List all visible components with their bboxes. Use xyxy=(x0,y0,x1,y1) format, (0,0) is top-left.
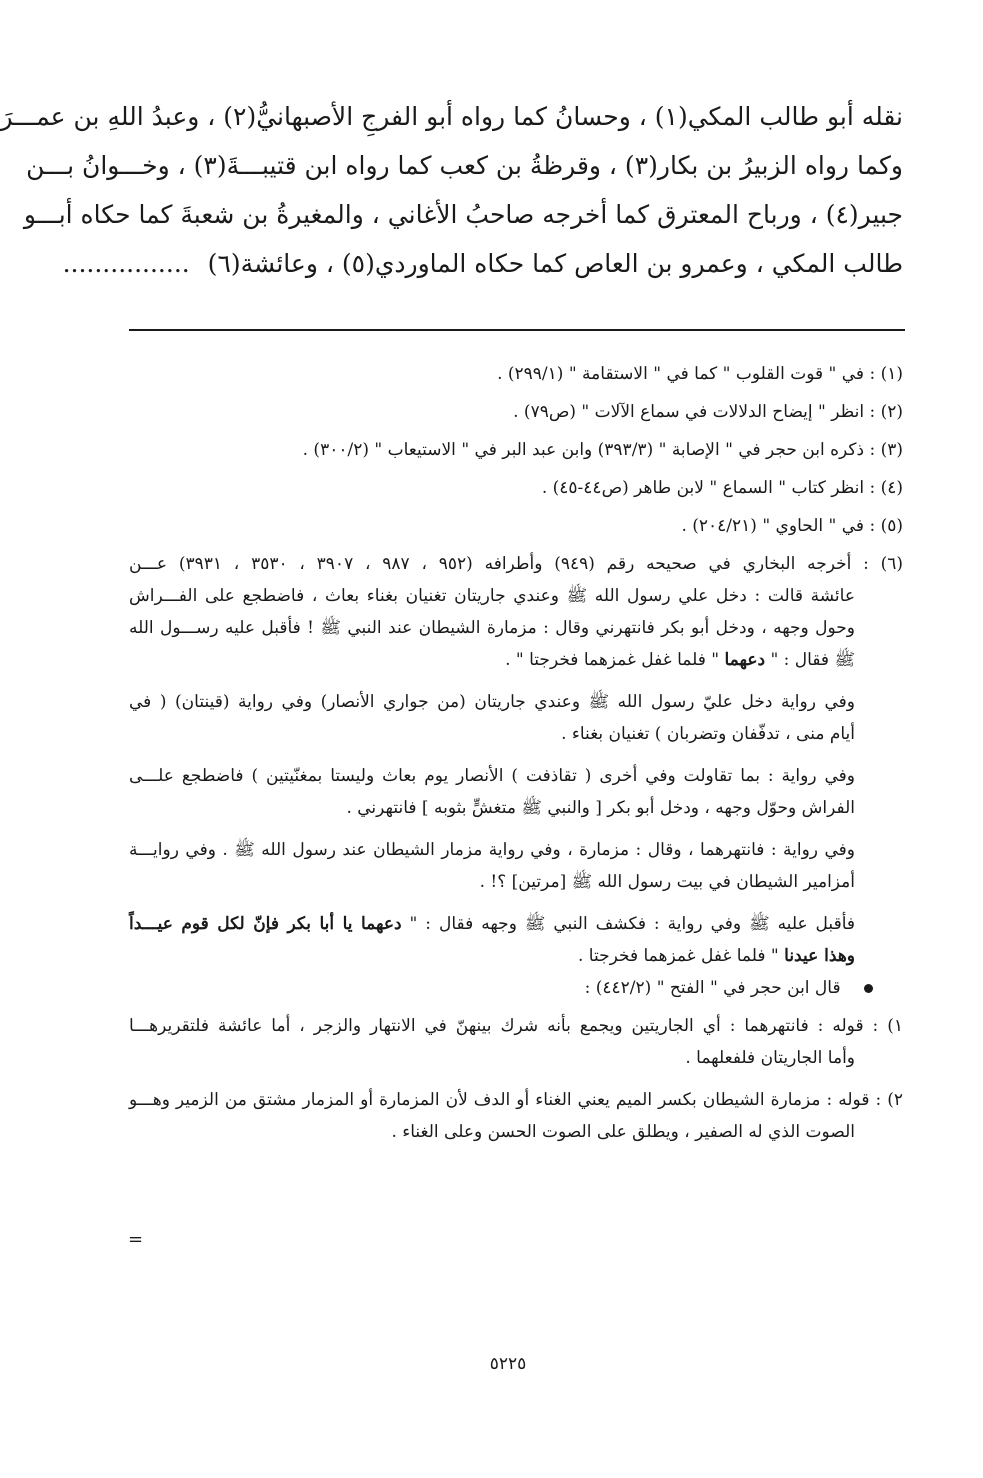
footnote-6-line-2: عائشة قالت : دخل علي رسول الله ﷺ وعندي جاريتان تغنيان بغناء بعاث ، فاضطجع على الفـــراش xyxy=(129,586,855,606)
continuation-mark: = xyxy=(128,1229,144,1250)
point-2-line-2: الصوت الذي له الصفير ، ويطلق على الصوت الحسن وعلى الغناء . xyxy=(391,1122,855,1142)
footnote-3: (٣) : ذكره ابن حجر في " الإصابة " (٣٩٣/٣) وابن عبد البر في " الاستيعاب " (٣٠٠/٢) . xyxy=(302,440,903,460)
footnote-1: (١) : في " قوت القلوب " كما في " الاستقامة " (٢٩٩/١) . xyxy=(497,364,903,384)
fn6-line-4-bold: دعهما xyxy=(724,650,766,670)
trailing-dots: ................ xyxy=(62,249,190,278)
footnote-5: (٥) : في " الحاوي " (٢٠٤/٢١) . xyxy=(681,516,903,536)
footnote-4: (٤) : انظر كتاب " السماع " لابن طاهر (ص٤٤-٤٥) . xyxy=(541,478,903,498)
variant-3 xyxy=(129,834,903,898)
variant-3-line-1: وفي رواية : فانتهرهما ، وقال : مزمارة ، وفي رواية مزمار الشيطان عند رسول الله ﷺ . وفي روايـــة xyxy=(129,840,855,860)
footnote-6-line-1: (٦) : أخرجه البخاري في صحيحه رقم (٩٤٩) وأطرافه (٩٥٢ ، ٩٨٧ ، ٣٩٠٧ ، ٣٥٣٠ ، ٣٩٣١) عـــن xyxy=(129,554,904,574)
variant-1-line-1: وفي رواية دخل عليّ رسول الله ﷺ وعندي جاريتان (من جواري الأنصار) وفي رواية (قينتان) ( في xyxy=(129,692,855,712)
variant-4-line-1 xyxy=(129,908,903,940)
variant-4-line-1-start: فأقبل عليه ﷺ وفي رواية : فكشف النبي ﷺ وجهه فقال : " xyxy=(409,914,855,934)
ibn-hajar-point-2 xyxy=(129,1084,903,1148)
variant-2 xyxy=(129,760,903,824)
variant-2-line-1: وفي رواية : بما تقاولت وفي أخرى ( تقاذفت ) الأنصار يوم بعاث وليستا بمغنّيتين ) فاضطجع علـــى xyxy=(129,766,855,786)
variant-1 xyxy=(129,686,903,750)
footnotes-section xyxy=(129,358,903,1148)
variant-4-line-2-bold: وهذا عيدنا xyxy=(784,946,855,966)
ibn-hajar-heading xyxy=(129,972,903,1004)
variant-4-line-2-end: " فلما غفل غمزهما فخرجتا . xyxy=(577,946,779,966)
body-line-4 xyxy=(62,239,903,288)
variant-3-line-2: أمزامير الشيطان في بيت رسول الله ﷺ [مرتين] ؟! . xyxy=(479,872,855,892)
footnote-divider xyxy=(129,329,905,331)
point-1-line-1: ١) : قوله : فانتهرهما : أي الجاريتين ويجمع بأنه شرك بينهنّ في الانتهار والزجر ، أما عائشة فلتقريرهـــا xyxy=(129,1016,903,1036)
main-body-text xyxy=(0,92,903,288)
fn6-line-4-start: ﷺ فقال : " xyxy=(770,650,855,670)
body-line-4-text: طالب المكي ، وعمرو بن العاص كما حكاه الماوردي(٥) ، وعائشة(٦) xyxy=(207,249,903,278)
point-2-line-1: ٢) : قوله : مزمارة الشيطان بكسر الميم يعني الغناء أو الدف لأن المزمارة أو المزمار مشتق من الزمير وهـــو xyxy=(129,1090,903,1110)
variant-4-line-2 xyxy=(129,940,903,972)
ibn-hajar-heading-text: قال ابن حجر في " الفتح " (٤٤٢/٢) : xyxy=(584,978,841,998)
ibn-hajar-point-1 xyxy=(129,1010,903,1074)
body-line-3: جبير(٤) ، ورباح المعترق كما أخرجه صاحبُ الأغاني ، والمغيرةُ بن شعبةَ كما حكاه أبـــو xyxy=(23,200,903,229)
footnote-2: (٢) : انظر " إيضاح الدلالات في سماع الآلات " (ص٧٩) . xyxy=(513,402,903,422)
fn6-line-4-end: " فلما غفل غمزهما فخرجتا " . xyxy=(505,650,720,670)
bullet-icon xyxy=(864,984,873,993)
variant-4-line-1-bold: دعهما يا أبا بكر فإنّ لكل قوم عيـــداً xyxy=(129,914,402,934)
footnote-6-line-3: وحول وجهه ، ودخل أبو بكر فانتهرني وقال : مزمارة الشيطان عند النبي ﷺ ! فأقبل عليه رســـول الله xyxy=(129,618,855,638)
variant-4 xyxy=(129,908,903,972)
variant-1-line-2: أيام منى ، تدفّفان وتضربان ) تغنيان بغناء . xyxy=(561,724,855,744)
variant-2-line-2: الفراش وحوّل وجهه ، ودخل أبو بكر [ والنبي ﷺ متغشٍّ بثوبه ] فانتهرني . xyxy=(346,798,855,818)
body-line-1: نقله أبو طالب المكي(١) ، وحسانُ كما رواه أبو الفرجِ الأصبهانيُّ(٢) ، وعبدُ اللهِ بن عمـــرَ xyxy=(0,102,903,131)
footnote-6-line-4 xyxy=(129,644,903,676)
footnote-6 xyxy=(129,548,903,676)
body-line-2: وكما رواه الزبيرُ بن بكار(٣) ، وقرظةُ بن كعب كما رواه ابن قتيبـــةَ(٣) ، وخـــوانُ بـــن xyxy=(26,151,903,180)
page-number: ٥٢٢٥ xyxy=(489,1354,527,1374)
point-1-line-2: وأما الجاريتان فلفعلهما . xyxy=(685,1048,855,1068)
